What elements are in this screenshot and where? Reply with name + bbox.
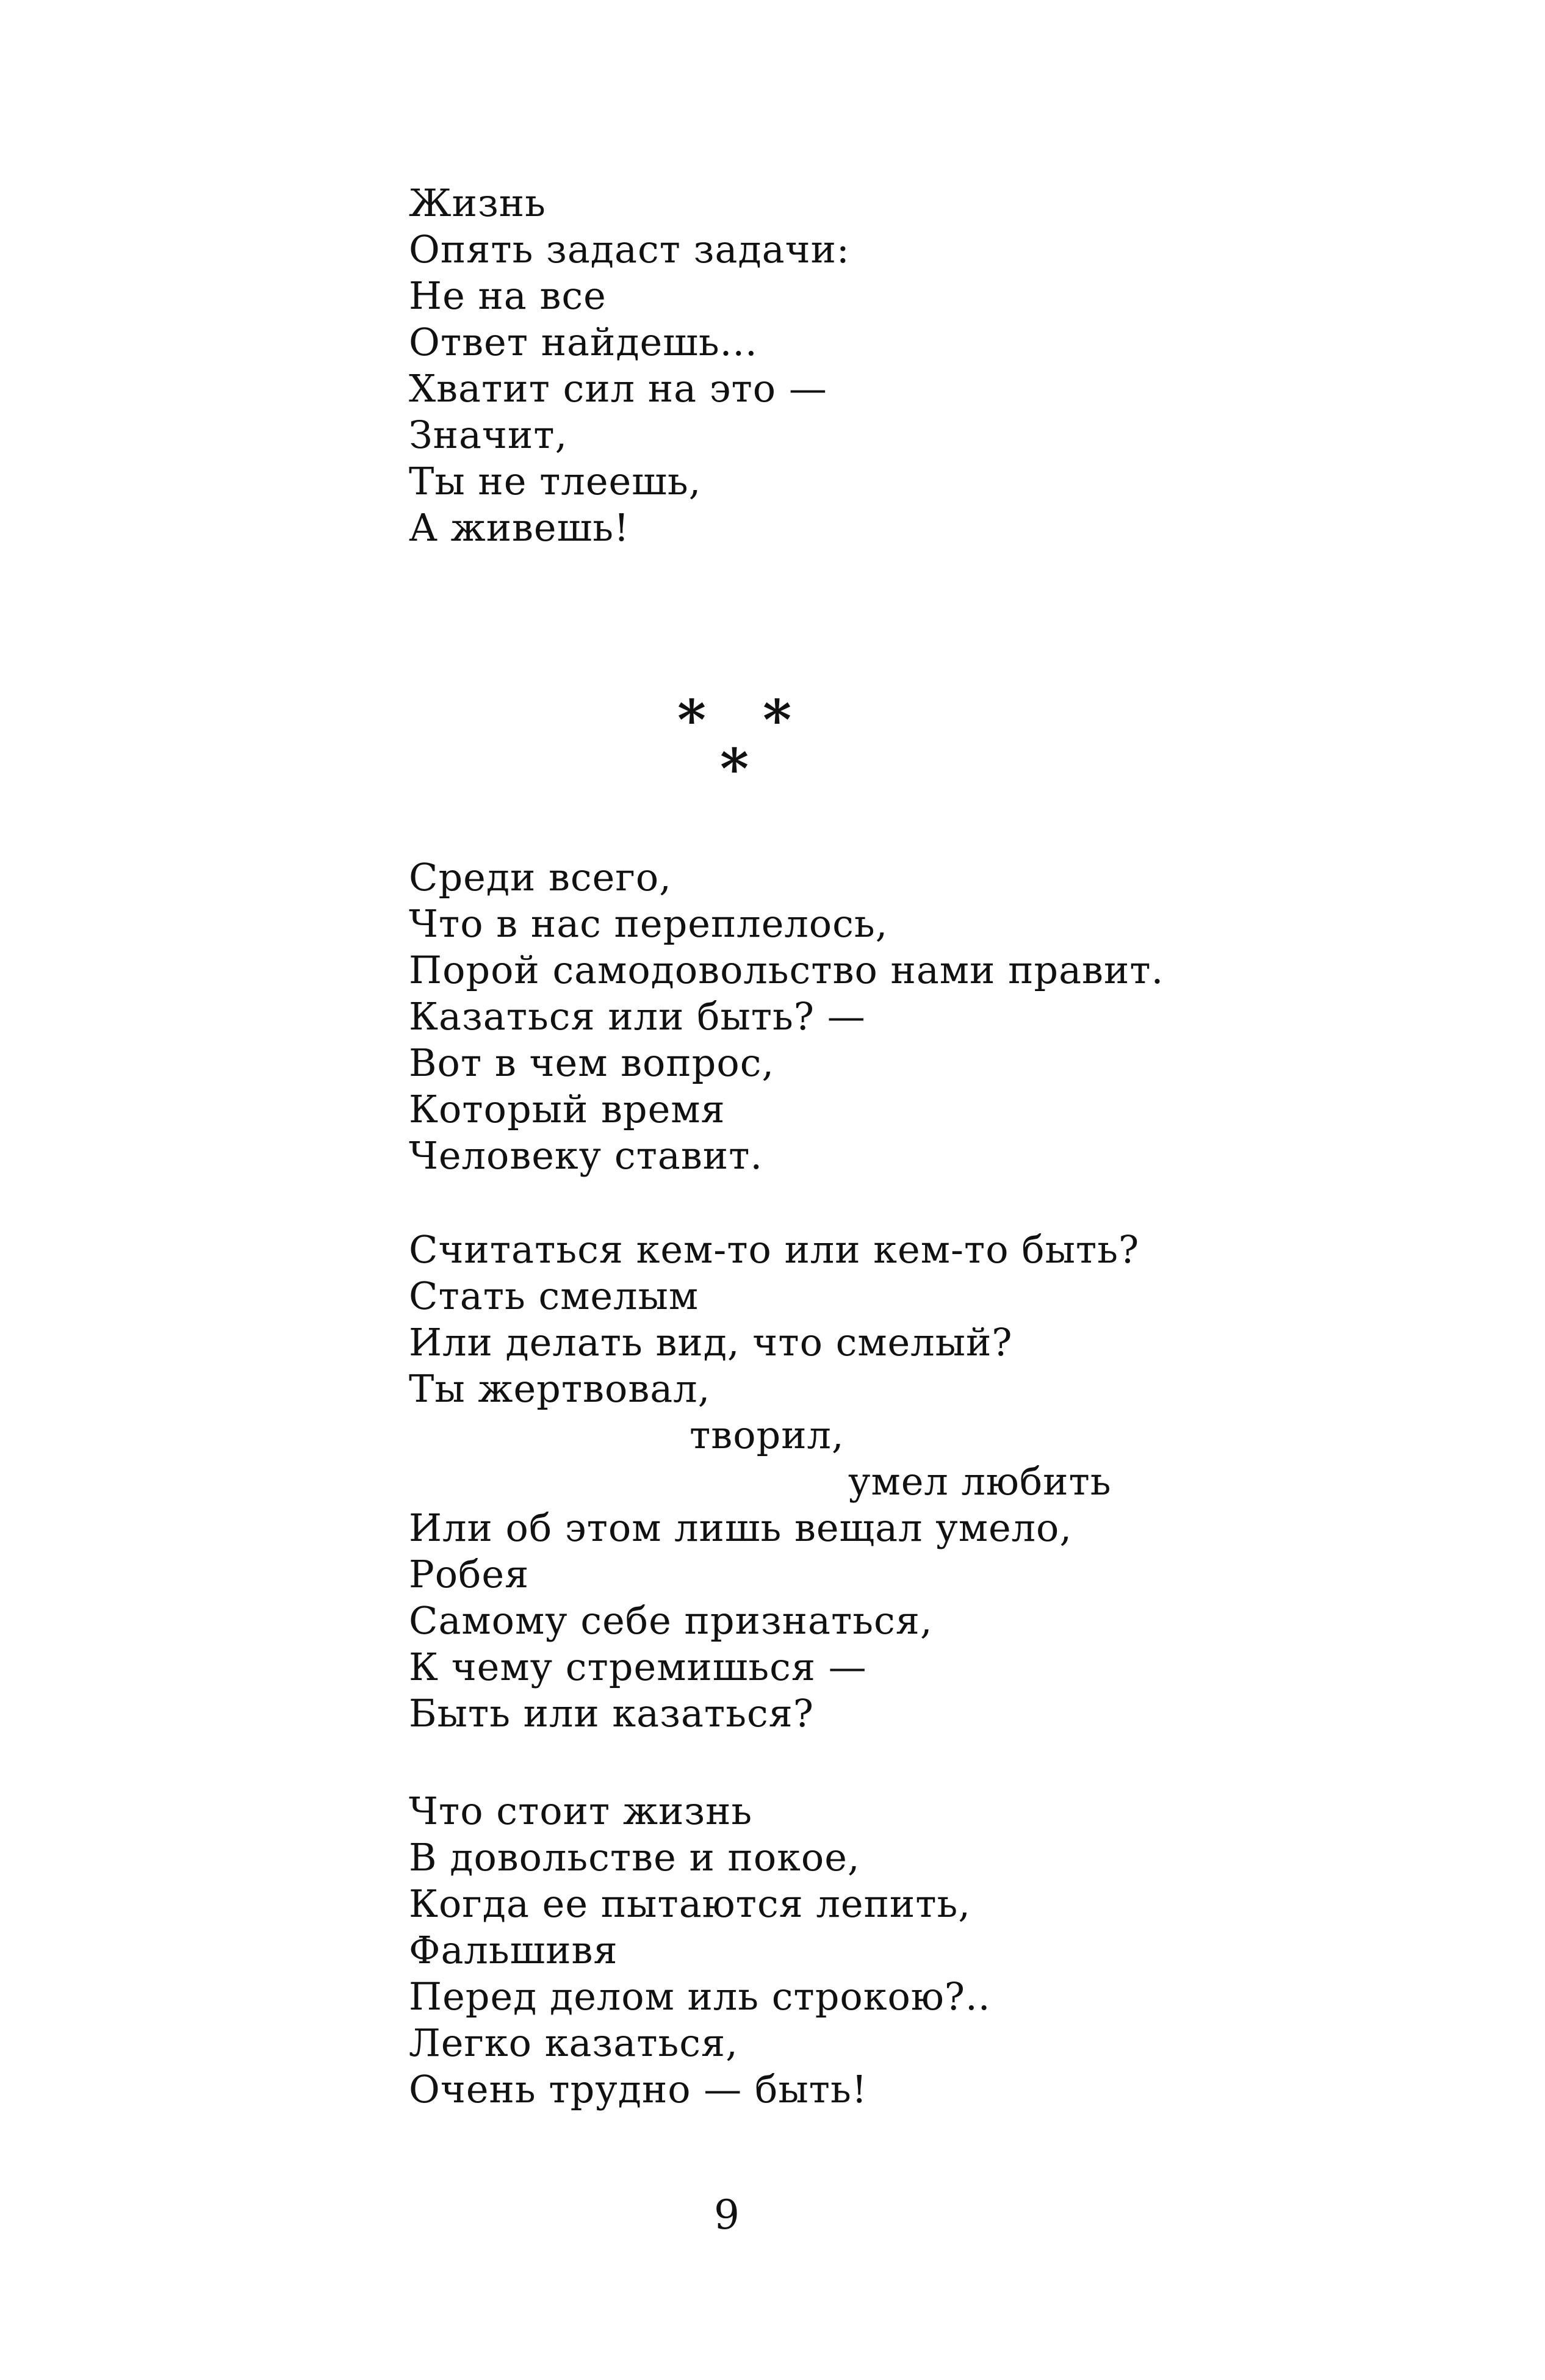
- asterism-star-right: *: [763, 688, 792, 752]
- stanza3-line-10: К чему стремишься —: [409, 1645, 867, 1689]
- stanza2-line-6: Который время: [409, 1087, 726, 1131]
- stanza2-line-1: Среди всего,: [409, 855, 672, 900]
- stanza1-line-1: Жизнь: [409, 181, 546, 225]
- stanza3-line-8: Робея: [409, 1552, 530, 1596]
- stanza3-line-1: Считаться кем-то или кем-то быть?: [409, 1227, 1140, 1272]
- stanza3-line-9: Самому себе признаться,: [409, 1598, 933, 1643]
- stanza1-line-6: Значит,: [409, 413, 568, 457]
- stanza4-line-2: В довольстве и покое,: [409, 1835, 860, 1880]
- stanza3-line-5: творил,: [690, 1413, 845, 1457]
- stanza4-line-6: Легко казаться,: [409, 2021, 738, 2065]
- stanza2-line-5: Вот в чем вопрос,: [409, 1040, 775, 1085]
- stanza2-line-3: Порой самодовольство нами правит.: [409, 948, 1164, 992]
- stanza3-line-7: Или об этом лишь вещал умело,: [409, 1506, 1073, 1550]
- stanza2-line-2: Что в нас переплелось,: [409, 901, 888, 946]
- stanza4-line-1: Что стоит жизнь: [409, 1789, 753, 1833]
- stanza1-line-4: Ответ найдешь...: [409, 320, 758, 364]
- stanza3-line-2: Стать смелым: [409, 1274, 699, 1318]
- stanza1-line-3: Не на все: [409, 273, 607, 318]
- stanza4-line-4: Фальшивя: [409, 1928, 618, 1972]
- stanza4-line-3: Когда ее пытаются лепить,: [409, 1881, 971, 1926]
- stanza2-line-7: Человеку ставит.: [409, 1133, 763, 1178]
- page-number: 9: [714, 2191, 740, 2238]
- asterism-star-bottom: *: [720, 737, 749, 801]
- stanza1-line-8: А живешь!: [409, 505, 630, 550]
- stanza2-line-4: Казаться или быть? —: [409, 994, 866, 1039]
- asterism-star-left: *: [677, 688, 707, 752]
- stanza3-line-3: Или делать вид, что смелый?: [409, 1320, 1013, 1365]
- stanza1-line-7: Ты не тлеешь,: [409, 459, 702, 503]
- stanza3-line-4: Ты жертвовал,: [409, 1366, 711, 1411]
- stanza3-line-6: умел любить: [848, 1459, 1112, 1504]
- stanza4-line-5: Перед делом иль строкою?..: [409, 1974, 991, 2019]
- stanza4-line-7: Очень трудно — быть!: [409, 2067, 868, 2111]
- stanza1-line-5: Хватит сил на это —: [409, 366, 827, 411]
- stanza3-line-11: Быть или казаться?: [409, 1691, 815, 1736]
- stanza1-line-2: Опять задаст задачи:: [409, 227, 850, 272]
